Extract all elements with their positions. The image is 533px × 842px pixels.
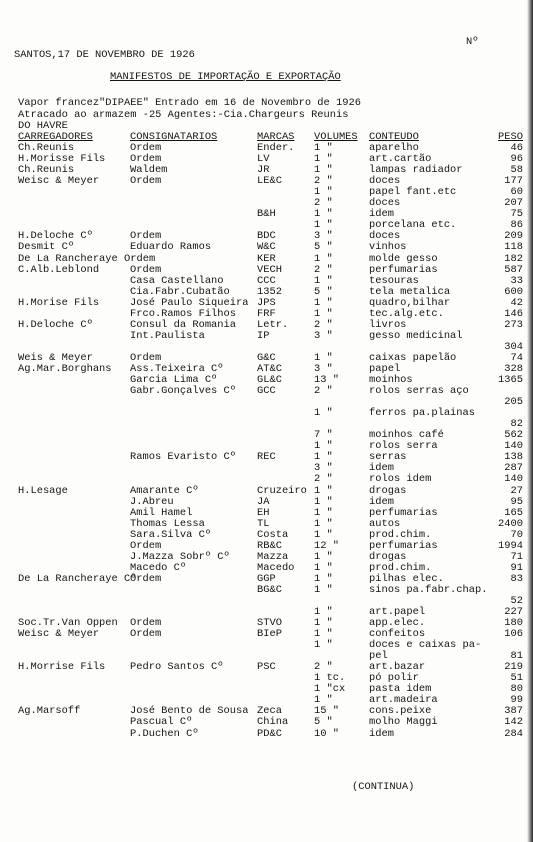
consignee-cell: J.Abreu: [130, 495, 174, 508]
shipper-cell: H.Morise Fils: [18, 296, 100, 309]
volumes-cell: 7 ": [314, 429, 333, 442]
volumes-cell: 2 ": [314, 197, 333, 210]
contents-cell: gesso medicinal: [369, 329, 463, 342]
contents-cell: rolos serra: [369, 440, 438, 453]
contents-cell: tec.alg.etc.: [369, 307, 444, 320]
contents-cell: moinhos: [369, 374, 413, 387]
shipper-cell: H.Lesage: [18, 484, 68, 497]
volumes-cell: 1 ": [314, 517, 333, 530]
contents-cell: prod.chim.: [369, 528, 432, 541]
consignee-cell: Waldem: [130, 164, 168, 177]
contents-cell: doces: [369, 197, 401, 210]
consignee-cell: Ordem: [130, 351, 162, 364]
contents-cell: idem: [369, 727, 394, 740]
contents-cell: doces: [369, 175, 401, 188]
weight-cell: 83: [510, 572, 523, 585]
volumes-cell: 2 ": [314, 473, 333, 486]
weight-cell: 60: [510, 186, 523, 199]
weight-cell: 1365: [498, 374, 523, 387]
contents-cell: pel: [369, 650, 388, 663]
contents-cell: moinhos café: [369, 429, 444, 442]
contents-cell: aparelho: [369, 142, 419, 155]
table-row: [0, 717, 533, 728]
contents-cell: drogas: [369, 550, 407, 563]
header-shippers: CARREGADORES: [18, 131, 93, 143]
manifest-table: [0, 132, 533, 740]
weight-cell: 1994: [498, 539, 523, 552]
marks-cell: Mazza: [257, 550, 289, 563]
contents-cell: livros: [369, 318, 407, 331]
marks-cell: Ender.: [257, 142, 295, 155]
contents-cell: art.cartão: [369, 153, 432, 166]
volumes-cell: 1 ": [314, 572, 333, 585]
contents-cell: tela metalica: [369, 285, 451, 298]
marks-cell: CCC: [257, 274, 276, 287]
volumes-cell: 1 ": [314, 153, 333, 166]
table-row: [0, 408, 533, 419]
weight-cell: 227: [504, 606, 523, 619]
volumes-cell: 5 ": [314, 716, 333, 729]
contents-cell: perfumarias: [369, 263, 438, 276]
volumes-cell: 1 ": [314, 186, 333, 199]
weight-cell: 284: [504, 727, 523, 740]
volumes-cell: 1 ": [314, 407, 333, 420]
origin-port: DO HAVRE: [18, 120, 68, 132]
weight-cell: 165: [504, 506, 523, 519]
header-marks: MARCAS: [257, 131, 295, 143]
volumes-cell: 10 ": [314, 727, 339, 740]
marks-cell: RB&C: [257, 539, 282, 552]
table-row: [0, 585, 533, 596]
table-row: [0, 386, 533, 397]
shipper-cell: De La Rancheraye Ordem: [18, 252, 156, 265]
shipper-cell: Weis & Meyer: [18, 351, 93, 364]
marks-cell: Macedo: [257, 561, 295, 574]
consignee-cell: Ordem: [130, 539, 162, 552]
volumes-cell: 3 ": [314, 462, 333, 475]
marks-cell: PSC: [257, 661, 276, 674]
page-number: Nº: [466, 36, 479, 48]
contents-cell: molde gesso: [369, 252, 438, 265]
volumes-cell: 15 ": [314, 705, 339, 718]
consignee-cell: Int.Paulista: [130, 329, 205, 342]
weight-cell: 51: [510, 672, 523, 685]
table-row: [0, 452, 533, 463]
volumes-cell: 5 ": [314, 241, 333, 254]
consignee-cell: Ordem: [130, 617, 162, 630]
consignee-cell: Ass.Teixeira Cº: [130, 362, 224, 375]
weight-cell: 58: [510, 164, 523, 177]
marks-cell: BIeP: [257, 628, 282, 641]
volumes-cell: 1 ": [314, 617, 333, 630]
header-weight: PESO: [498, 131, 523, 143]
weight-cell: 140: [504, 440, 523, 453]
volumes-cell: 2 ": [314, 263, 333, 276]
weight-cell: 180: [504, 617, 523, 630]
consignee-cell: Ordem: [130, 142, 162, 155]
contents-cell: rolos serras aço: [369, 385, 469, 398]
weight-cell: 219: [504, 661, 523, 674]
weight-cell: 46: [510, 142, 523, 155]
document-title: MANIFESTOS DE IMPORTAÇÃO E EXPORTAÇÃO: [110, 71, 341, 83]
volumes-cell: 1 ": [314, 639, 333, 652]
marks-cell: LE&C: [257, 175, 282, 188]
shipper-cell: Ag.Mar.Borghans: [18, 362, 112, 375]
contents-cell: idem: [369, 495, 394, 508]
contents-cell: drogas: [369, 484, 407, 497]
volumes-cell: 1 ": [314, 142, 333, 155]
contents-cell: caixas papelão: [369, 351, 457, 364]
volumes-cell: 13 ": [314, 374, 339, 387]
volumes-cell: 1 ": [314, 164, 333, 177]
shipper-cell: H.Deloche Cº: [18, 230, 93, 243]
table-row: [0, 331, 533, 342]
table-row: [0, 276, 533, 287]
contents-cell: molho Maggi: [369, 716, 438, 729]
shipper-cell: H.Morrise Fils: [18, 661, 106, 674]
shipper-cell: Desmit Cº: [18, 241, 75, 254]
weight-cell: 106: [504, 628, 523, 641]
table-row: [0, 242, 533, 253]
table-row: [0, 430, 533, 441]
weight-cell: 562: [504, 429, 523, 442]
weight-cell: 91: [510, 561, 523, 574]
consignee-cell: Frco.Ramos Filhos: [130, 307, 237, 320]
weight-cell: 86: [510, 219, 523, 232]
contents-cell: perfumarias: [369, 539, 438, 552]
header-volumes: VOLUMES: [314, 131, 358, 143]
weight-cell: 273: [504, 318, 523, 331]
contents-cell: porcelana etc.: [369, 219, 457, 232]
table-row: [0, 662, 533, 673]
weight-cell: 96: [510, 153, 523, 166]
marks-cell: 1352: [257, 285, 282, 298]
weight-cell: 600: [504, 285, 523, 298]
table-row: [0, 673, 533, 684]
header-contents: CONTEUDO: [369, 131, 419, 143]
weight-cell: 177: [504, 175, 523, 188]
consignee-cell: Ordem: [130, 153, 162, 166]
consignee-cell: Casa Castellano: [130, 274, 224, 287]
weight-cell: 328: [504, 362, 523, 375]
weight-cell: 70: [510, 528, 523, 541]
volumes-cell: 3 ": [314, 329, 333, 342]
volumes-cell: 1 ": [314, 694, 333, 707]
volumes-cell: 12 ": [314, 539, 339, 552]
contents-cell: papel: [369, 362, 401, 375]
marks-cell: GCC: [257, 385, 276, 398]
weight-cell: 82: [510, 418, 523, 431]
shipper-cell: Soc.Tr.Van Oppen: [18, 617, 118, 630]
contents-cell: perfumarias: [369, 506, 438, 519]
consignee-cell: Pedro Santos Cº: [130, 661, 224, 674]
weight-cell: 387: [504, 705, 523, 718]
volumes-cell: 5 ": [314, 285, 333, 298]
marks-cell: VECH: [257, 263, 282, 276]
contents-cell: serras: [369, 451, 407, 464]
consignee-cell: José Paulo Siqueira: [130, 296, 249, 309]
shipper-cell: H.Deloche Cº: [18, 318, 93, 331]
consignee-cell: Gabr.Gonçalves Cº: [130, 385, 237, 398]
contents-cell: ferros pa.plainas: [369, 407, 476, 420]
weight-cell: 138: [504, 451, 523, 464]
shipper-cell: C.Alb.Leblond: [18, 263, 100, 276]
shipper-cell: Ag.Marsoff: [18, 705, 81, 718]
consignee-cell: J.Mazza Sobrº Cº: [130, 550, 230, 563]
volumes-cell: 1 tc.: [314, 672, 346, 685]
volumes-cell: 1 ": [314, 440, 333, 453]
place-date: SANTOS,17 DE NOVEMBRO DE 1926: [14, 49, 195, 61]
marks-cell: IP: [257, 329, 270, 342]
consignee-cell: Amarante Cº: [130, 484, 199, 497]
contents-cell: pasta idem: [369, 683, 432, 696]
contents-cell: autos: [369, 517, 401, 530]
volumes-cell: 1 ": [314, 583, 333, 596]
weight-cell: 71: [510, 550, 523, 563]
table-row: [0, 474, 533, 485]
weight-cell: 182: [504, 252, 523, 265]
contents-cell: quadro,bilhar: [369, 296, 451, 309]
consignee-cell: Ordem: [130, 175, 162, 188]
marks-cell: TL: [257, 517, 270, 530]
table-row: [0, 640, 533, 651]
weight-cell: 118: [504, 241, 523, 254]
contents-cell: idem: [369, 208, 394, 221]
weight-cell: 304: [504, 340, 523, 353]
table-row: [0, 508, 533, 519]
table-row: [0, 684, 533, 695]
contents-cell: doces: [369, 230, 401, 243]
marks-cell: JR: [257, 164, 270, 177]
table-row: [0, 486, 533, 497]
contents-cell: sinos pa.fabr.chap.: [369, 583, 488, 596]
volumes-cell: 1 ": [314, 219, 333, 232]
contents-cell: art.madeira: [369, 694, 438, 707]
volumes-cell: 3 ": [314, 362, 333, 375]
consignee-cell: Sara.Silva Cº: [130, 528, 212, 541]
volumes-cell: 1 ": [314, 561, 333, 574]
table-row: [0, 187, 533, 198]
marks-cell: B&H: [257, 208, 276, 221]
weight-cell: 99: [510, 694, 523, 707]
weight-cell: 27: [510, 484, 523, 497]
weight-cell: 52: [510, 594, 523, 607]
docked-line: Atracado ao armazem -25 Agentes:-Cia.Chargeurs Reunis: [18, 109, 349, 121]
contents-cell: cons.peixe: [369, 705, 432, 718]
marks-cell: EH: [257, 506, 270, 519]
marks-cell: Zeca: [257, 705, 282, 718]
consignee-cell: José Bento de Sousa: [130, 705, 249, 718]
contents-cell: tesouras: [369, 274, 419, 287]
consignee-cell: Garcia Lima Cº: [130, 374, 218, 387]
weight-cell: 205: [504, 396, 523, 409]
marks-cell: JA: [257, 495, 270, 508]
volumes-cell: 1 ": [314, 351, 333, 364]
consignee-cell: Ramos Evaristo Cº: [130, 451, 237, 464]
volumes-cell: 1 ": [314, 495, 333, 508]
marks-cell: BG&C: [257, 583, 282, 596]
weight-cell: 33: [510, 274, 523, 287]
consignee-cell: Pascual Cº: [130, 716, 193, 729]
header-consignees: CONSIGNATARIOS: [130, 131, 218, 143]
weight-cell: 80: [510, 683, 523, 696]
weight-cell: 209: [504, 230, 523, 243]
volumes-cell: 2 ": [314, 318, 333, 331]
marks-cell: AT&C: [257, 362, 282, 375]
marks-cell: FRF: [257, 307, 276, 320]
consignee-cell: Ordem: [130, 263, 162, 276]
marks-cell: PD&C: [257, 727, 282, 740]
table-row: [0, 265, 533, 276]
table-row: [0, 596, 533, 607]
marks-cell: GGP: [257, 572, 276, 585]
consignee-cell: Eduardo Ramos: [130, 241, 212, 254]
marks-cell: Costa: [257, 528, 289, 541]
consignee-cell: Consul da Romania: [130, 318, 237, 331]
volumes-cell: 1 ": [314, 606, 333, 619]
vessel-line: Vapor francez"DIPAEE" Entrado em 16 de Novembro de 1926: [18, 97, 361, 109]
contents-cell: art.bazar: [369, 661, 426, 674]
weight-cell: 207: [504, 197, 523, 210]
shipper-cell: Weisc & Meyer: [18, 628, 100, 641]
marks-cell: STVO: [257, 617, 282, 630]
contents-cell: confeitos: [369, 628, 426, 641]
contents-cell: lampas radiador: [369, 164, 463, 177]
table-row: [0, 497, 533, 508]
weight-cell: 95: [510, 495, 523, 508]
consignee-cell: Amil Hamel: [130, 506, 193, 519]
volumes-cell: 1 ": [314, 208, 333, 221]
shipper-cell: De La Rancheraye Cº: [18, 572, 137, 585]
contents-cell: rolos idem: [369, 473, 432, 486]
volumes-cell: 2 ": [314, 661, 333, 674]
weight-cell: 42: [510, 296, 523, 309]
table-row: [0, 254, 533, 265]
marks-cell: LV: [257, 153, 270, 166]
weight-cell: 2400: [498, 517, 523, 530]
continuation-note: (CONTINUA): [352, 781, 415, 793]
volumes-cell: 1 ": [314, 506, 333, 519]
consignee-cell: Thomas Lessa: [130, 517, 205, 530]
contents-cell: app.elec.: [369, 617, 426, 630]
weight-cell: 287: [504, 462, 523, 475]
contents-cell: idem: [369, 462, 394, 475]
weight-cell: 81: [510, 650, 523, 663]
shipper-cell: Ch.Reunis: [18, 142, 75, 155]
contents-cell: doces e caixas pa-: [369, 639, 482, 652]
weight-cell: 140: [504, 473, 523, 486]
contents-cell: vinhos: [369, 241, 407, 254]
volumes-cell: 1 ": [314, 307, 333, 320]
consignee-cell: Ordem: [130, 572, 162, 585]
contents-cell: art.papel: [369, 606, 426, 619]
marks-cell: Letr.: [257, 318, 289, 331]
volumes-cell: 1 ": [314, 484, 333, 497]
marks-cell: Cruzeiro: [257, 484, 307, 497]
marks-cell: G&C: [257, 351, 276, 364]
contents-cell: papel fant.etc: [369, 186, 457, 199]
marks-cell: JPS: [257, 296, 276, 309]
volumes-cell: 1 ": [314, 274, 333, 287]
contents-cell: pilhas elec.: [369, 572, 444, 585]
table-row: [0, 463, 533, 474]
volumes-cell: 3 ": [314, 230, 333, 243]
volumes-cell: 1 ": [314, 296, 333, 309]
marks-cell: BDC: [257, 230, 276, 243]
volumes-cell: 1 "cx: [314, 683, 346, 696]
volumes-cell: 1 ": [314, 451, 333, 464]
weight-cell: 146: [504, 307, 523, 320]
shipper-cell: H.Morisse Fils: [18, 153, 106, 166]
consignee-cell: Macedo Cº: [130, 561, 187, 574]
weight-cell: 142: [504, 716, 523, 729]
table-row: [0, 729, 533, 740]
marks-cell: China: [257, 716, 289, 729]
consignee-cell: Ordem: [130, 230, 162, 243]
marks-cell: GL&C: [257, 374, 282, 387]
shipper-cell: Weisc & Meyer: [18, 175, 100, 188]
consignee-cell: Ordem: [130, 628, 162, 641]
volumes-cell: 2 ": [314, 175, 333, 188]
consignee-cell: P.Duchen Cº: [130, 727, 199, 740]
weight-cell: 74: [510, 351, 523, 364]
volumes-cell: 1 ": [314, 550, 333, 563]
marks-cell: KER: [257, 252, 276, 265]
volumes-cell: 2 ": [314, 385, 333, 398]
volumes-cell: 1 ": [314, 252, 333, 265]
weight-cell: 75: [510, 208, 523, 221]
contents-cell: pó polir: [369, 672, 419, 685]
volumes-cell: 1 ": [314, 628, 333, 641]
marks-cell: W&C: [257, 241, 276, 254]
consignee-cell: Cia.Fabr.Cubatão: [130, 285, 230, 298]
marks-cell: REC: [257, 451, 276, 464]
weight-cell: 587: [504, 263, 523, 276]
shipper-cell: Ch.Reunis: [18, 164, 75, 177]
volumes-cell: 1 ": [314, 528, 333, 541]
table-row: [0, 419, 533, 430]
contents-cell: prod.chim.: [369, 561, 432, 574]
